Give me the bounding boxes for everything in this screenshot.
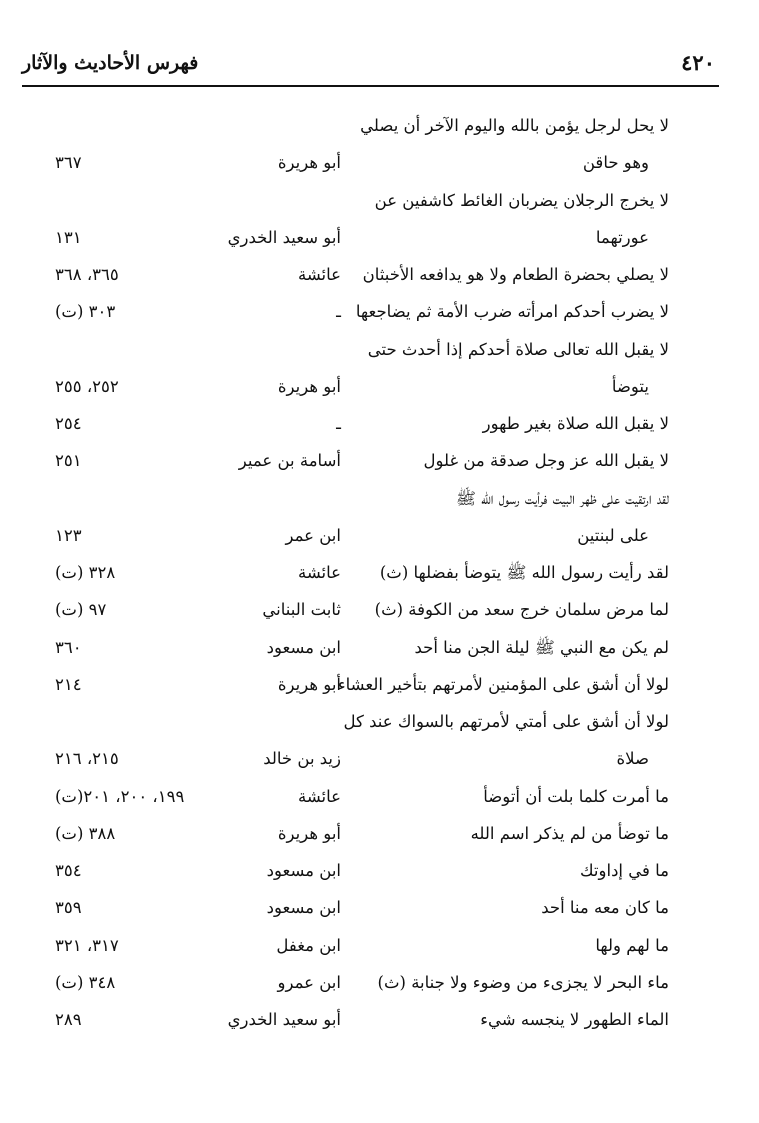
index-entry bbox=[0, 110, 759, 147]
index-entry bbox=[0, 296, 759, 333]
index-entry bbox=[0, 892, 759, 929]
hadith-text: وهو حاقن bbox=[582, 153, 649, 173]
page-reference: ٢٥٤ bbox=[55, 414, 82, 433]
index-entry bbox=[0, 743, 759, 780]
narrator: ابن مسعود bbox=[266, 861, 341, 880]
hadith-text: ما أمرت كلما بلت أن أتوضأ bbox=[483, 786, 669, 806]
hadith-text: على لبنتين bbox=[577, 525, 649, 545]
index-entry bbox=[0, 147, 759, 184]
hadith-text: ما كان معه منا أحد bbox=[541, 898, 669, 918]
index-entry bbox=[0, 520, 759, 557]
narrator: ابن مسعود bbox=[266, 898, 341, 918]
page-reference: ٩٧ (ت) bbox=[55, 600, 107, 620]
narrator: أبو هريرة bbox=[277, 153, 341, 173]
hadith-text: لم يكن مع النبي ﷺ ليلة الجن منا أحد bbox=[414, 637, 669, 657]
hadith-text: ماء البحر لا يجزىء من وضوء ولا جنابة (ث) bbox=[377, 972, 669, 992]
page-reference: ٢١٥، ٢١٦ bbox=[55, 749, 119, 769]
index-entry bbox=[0, 334, 759, 371]
index-entry bbox=[0, 967, 759, 1004]
index-entry bbox=[0, 371, 759, 408]
narrator: أبو سعيد الخدري bbox=[227, 1010, 341, 1029]
page-reference: ٣٦٠ bbox=[55, 637, 82, 657]
narrator: أسامة بن عمير bbox=[238, 451, 341, 471]
page-reference: ١٢٣ bbox=[55, 525, 82, 545]
hadith-text: لولا أن أشق على المؤمنين لأمرتهم بتأخير العشاء bbox=[337, 674, 669, 694]
hadith-text: لولا أن أشق على أمتي لأمرتهم بالسواك عند كل bbox=[343, 712, 669, 731]
hadith-text: لقد رأيت رسول الله ﷺ يتوضأ بفضلها (ث) bbox=[379, 563, 669, 582]
page-reference: ١٩٩، ٢٠٠، ٢٠١(ت) bbox=[55, 786, 185, 806]
narrator: أبو هريرة bbox=[277, 674, 341, 694]
page-reference: ١٣١ bbox=[55, 227, 82, 247]
hadith-text: لما مرض سلمان خرج سعد من الكوفة (ث) bbox=[374, 600, 669, 620]
narrator: ابن مسعود bbox=[266, 637, 341, 657]
narrator: ابن مغفل bbox=[276, 935, 341, 955]
index-entry bbox=[0, 669, 759, 706]
page-reference: ٣٥٩ bbox=[55, 898, 82, 918]
hadith-text: لا يحل لرجل يؤمن بالله واليوم الآخر أن يصلي bbox=[360, 116, 669, 135]
hadith-text: لا يخرج الرجلان يضربان الغائط كاشفين عن bbox=[374, 190, 669, 210]
index-entry bbox=[0, 408, 759, 445]
index-entry bbox=[0, 445, 759, 482]
page-reference: ٢٥١ bbox=[55, 451, 82, 471]
page-reference: ٣٤٨ (ت) bbox=[55, 972, 116, 992]
narrator: ـ bbox=[336, 414, 341, 433]
narrator: ابن عمرو bbox=[277, 972, 341, 992]
page-reference: ٣٦٧ bbox=[55, 153, 82, 173]
hadith-text: عورتهما bbox=[595, 227, 649, 247]
index-entry bbox=[0, 781, 759, 818]
page-header bbox=[22, 46, 717, 82]
index-entry bbox=[0, 855, 759, 892]
hadith-text: لا يصلي بحضرة الطعام ولا هو يدافعه الأخبثان bbox=[362, 265, 669, 284]
header-rule bbox=[22, 85, 719, 87]
narrator: ـ bbox=[336, 302, 341, 322]
narrator: أبو هريرة bbox=[277, 823, 341, 843]
hadith-text: ما في إداوتك bbox=[580, 861, 669, 880]
hadith-text: صلاة bbox=[616, 749, 649, 769]
page-reference: ٢٥٢، ٢٥٥ bbox=[55, 376, 119, 396]
narrator: عائشة bbox=[297, 786, 341, 806]
hadith-text: لقد ارتقيت على ظهر البيت فرأيت رسول الله ﷺ bbox=[455, 488, 669, 508]
page-reference: ٣٦٥، ٣٦٨ bbox=[55, 265, 119, 284]
narrator: أبو سعيد الخدري bbox=[227, 227, 341, 247]
hadith-text: لا يقبل الله تعالى صلاة أحدكم إذا أحدث حتى bbox=[367, 339, 669, 359]
index-entry bbox=[0, 818, 759, 855]
narrator: عائشة bbox=[297, 563, 341, 582]
page-reference: ٣٠٣ (ت) bbox=[55, 302, 116, 322]
index-title: فهرس الأحاديث والآثار bbox=[22, 52, 199, 74]
page-reference: ٣٥٤ bbox=[55, 861, 82, 880]
hadith-text: الماء الطهور لا ينجسه شيء bbox=[480, 1010, 669, 1029]
index-entry bbox=[0, 930, 759, 967]
index-entry bbox=[0, 222, 759, 259]
hadith-text: ما لهم ولها bbox=[595, 935, 669, 955]
index-entry bbox=[0, 557, 759, 594]
hadith-text: لا يضرب أحدكم امرأته ضرب الأمة ثم يضاجعها bbox=[355, 302, 669, 322]
index-entry bbox=[0, 594, 759, 631]
page-reference: ٣٨٨ (ت) bbox=[55, 823, 116, 843]
index-entry bbox=[0, 1004, 759, 1041]
index-entry bbox=[0, 632, 759, 669]
page-reference: ٢٨٩ bbox=[55, 1010, 82, 1029]
narrator: ابن عمر bbox=[285, 525, 341, 545]
hadith-index-list bbox=[0, 110, 759, 1041]
index-entry bbox=[0, 185, 759, 222]
narrator: ثابت البناني bbox=[262, 600, 341, 620]
narrator: عائشة bbox=[297, 265, 341, 284]
hadith-text: ما توضأ من لم يذكر اسم الله bbox=[470, 823, 669, 843]
narrator: زيد بن خالد bbox=[263, 749, 341, 769]
page-reference: ٣١٧، ٣٢١ bbox=[55, 935, 119, 955]
index-entry bbox=[0, 706, 759, 743]
narrator: أبو هريرة bbox=[277, 376, 341, 396]
page-reference: ٣٢٨ (ت) bbox=[55, 563, 116, 582]
page-reference: ٢١٤ bbox=[55, 674, 82, 694]
index-entry bbox=[0, 259, 759, 296]
index-entry bbox=[0, 483, 759, 520]
hadith-text: لا يقبل الله عز وجل صدقة من غلول bbox=[423, 451, 669, 471]
page-number: ٤٢٠ bbox=[681, 50, 715, 75]
hadith-text: لا يقبل الله صلاة بغير طهور bbox=[482, 414, 669, 433]
hadith-text: يتوضأ bbox=[611, 376, 649, 396]
